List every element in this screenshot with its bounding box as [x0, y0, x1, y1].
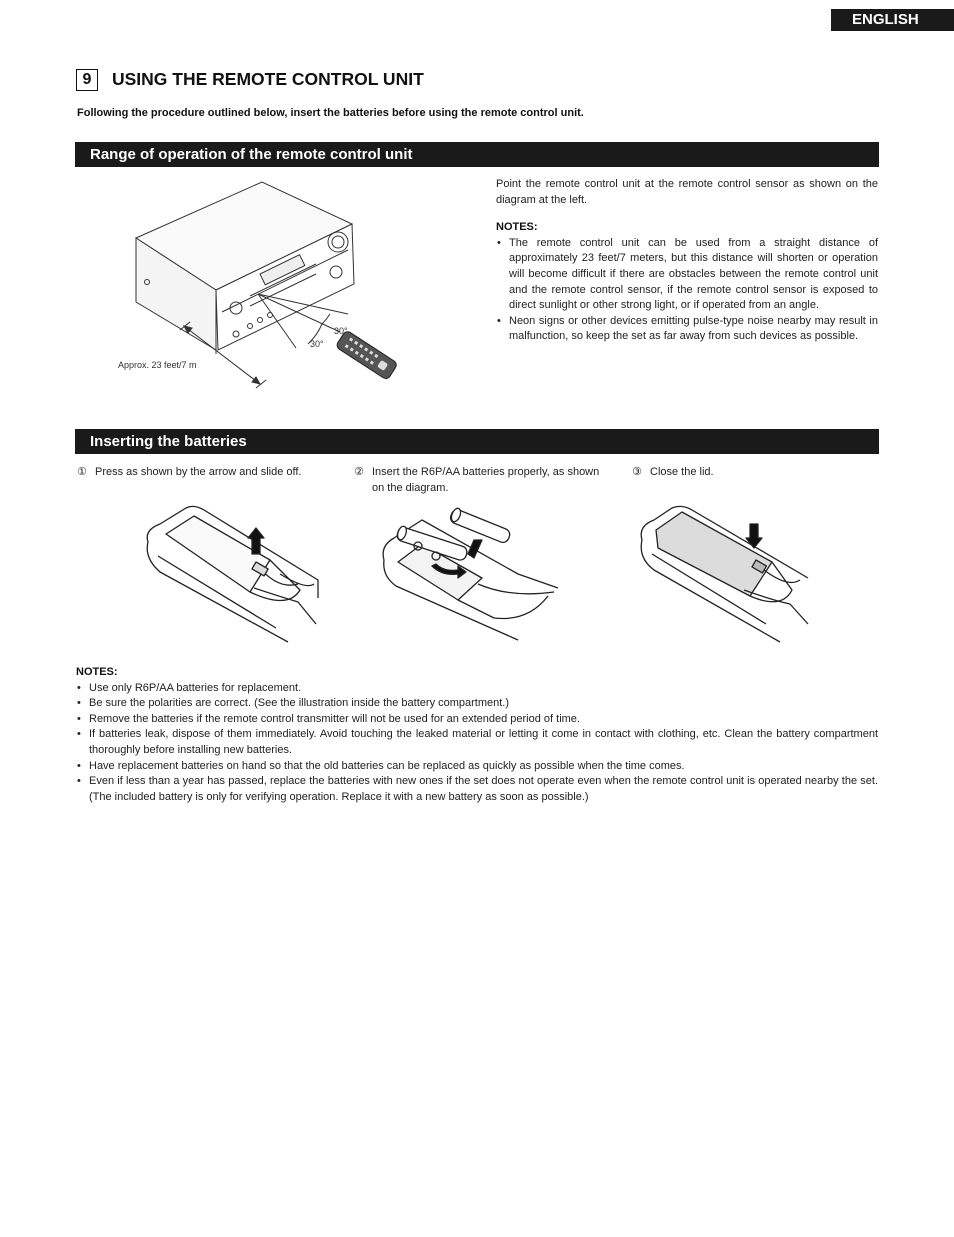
distance-label: Approx. 23 feet/7 m [118, 360, 197, 370]
angle-label-lower: 30° [310, 339, 324, 349]
range-text-block [496, 177, 878, 345]
step-2-illustration [378, 500, 568, 645]
range-notes-list [496, 236, 878, 345]
range-note: • The remote control unit can be used from a straight distance of approximately 23 feet/7 meters, but this distance will shorten or operation will become difficult if there are obstacles between the remote control unit and the remote control sensor, if the remote control sensor is exposed to direct sunlight or other strong light, or if operated from an angle. [496, 236, 878, 314]
batteries-heading-bar: Inserting the batteries [75, 429, 879, 454]
battery-note: • Have replacement batteries on hand so that the old batteries can be replaced as quickly as possible when the time comes. [76, 759, 878, 775]
down-arrow-icon [746, 524, 762, 548]
battery-note: • Even if less than a year has passed, replace the batteries with new ones if the set does not operate even when the remote control unit is operated nearby the set. (The included battery is only for verifying operation. Replace it with a new battery as soon as possible.) [76, 774, 878, 805]
range-note: • Neon signs or other devices emitting pulse-type noise nearby may result in malfunction, so keep the set as far away from such devices as possible. [496, 314, 878, 345]
range-diagram [110, 176, 410, 390]
section-title-text: USING THE REMOTE CONTROL UNIT [112, 69, 424, 89]
battery-icon [449, 507, 512, 544]
step-3 [632, 465, 832, 481]
step-1 [77, 465, 342, 481]
step-text: Insert the R6P/AA batteries properly, as shown on the diagram. [372, 466, 600, 494]
battery-notes [76, 665, 878, 805]
battery-note: • If batteries leak, dispose of them immediately. Avoid touching the leaked material or letting it come in contact with clothing, etc. Clean the battery compartment thoroughly before installing new batteries. [76, 727, 878, 758]
intro-text: Following the procedure outlined below, insert the batteries before using the remote control unit. [77, 107, 584, 119]
section-number: 9 [76, 69, 98, 91]
range-heading-bar: Range of operation of the remote control unit [75, 142, 879, 167]
battery-notes-heading: NOTES: [76, 666, 118, 678]
battery-note: • Remove the batteries if the remote control transmitter will not be used for an extended period of time. [76, 712, 878, 728]
remote-icon [335, 330, 398, 381]
step-number: ③ [632, 466, 642, 478]
language-tab: ENGLISH [831, 9, 954, 31]
step-number: ① [77, 466, 87, 478]
angle-label-upper: 30° [334, 326, 348, 336]
section-title [76, 67, 424, 92]
step-1-illustration [138, 500, 328, 645]
step-3-illustration [632, 500, 822, 645]
range-notes-heading: NOTES: [496, 221, 538, 234]
down-arrow-icon [468, 540, 482, 558]
battery-note: • Be sure the polarities are correct. (See the illustration inside the battery compartment.) [76, 696, 878, 712]
battery-note: • Use only R6P/AA batteries for replacement. [76, 681, 878, 697]
step-text: Close the lid. [650, 466, 714, 478]
battery-notes-list [76, 681, 878, 806]
range-description: Point the remote control unit at the remote control sensor as shown on the diagram at the left. [496, 178, 878, 206]
step-2 [354, 465, 604, 496]
step-number: ② [354, 466, 364, 478]
step-text: Press as shown by the arrow and slide off. [95, 466, 302, 478]
